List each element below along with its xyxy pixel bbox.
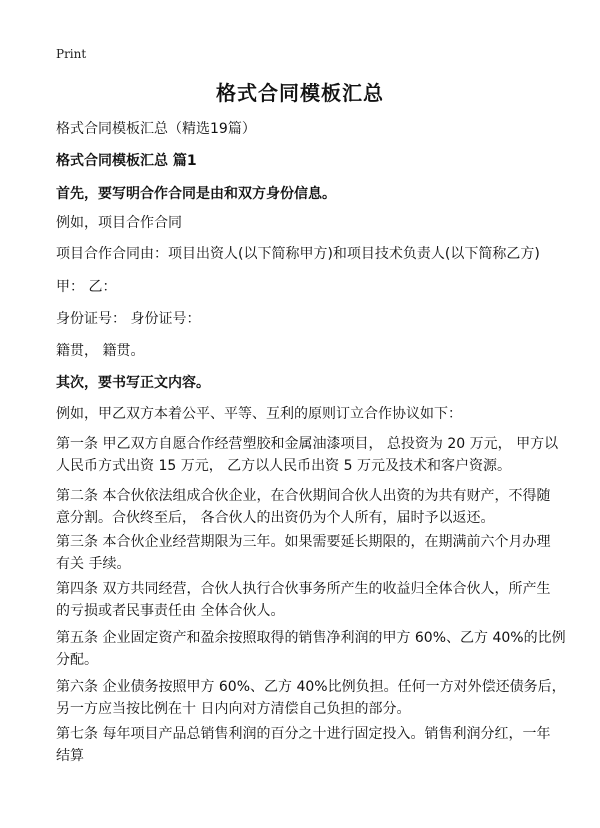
article-line: 另一方应当按比例在十 日内向对方清偿自己负担的部分。 — [56, 701, 411, 717]
document-subtitle: 格式合同模板汇总（精选19篇） — [56, 121, 256, 137]
article-line: 有关 手续。 — [56, 556, 131, 572]
paragraph-parties: 甲： 乙： — [56, 279, 117, 295]
article-line: 第六条 企业债务按照甲方 60%、乙方 40%比例负担。任何一方对外偿还债务后， — [56, 679, 566, 695]
article-4 — [56, 578, 551, 622]
section-heading: 格式合同模板汇总 篇1 — [56, 153, 197, 169]
article-line: 第三条 本合伙企业经营期限为三年。如果需要延长期限的，在期满前六个月办理 — [56, 534, 551, 550]
article-line: 人民币方式出资 15 万元， 乙方以人民币出资 5 万元及技术和客户资源。 — [56, 458, 511, 474]
article-line: 意分割。合伙终至后， 各合伙人的出资仍为个人所有，届时予以返还。 — [56, 510, 495, 526]
article-line: 第二条 本合伙依法组成合伙企业，在合伙期间合伙人出资的为共有财产，不得随 — [56, 488, 551, 504]
article-6 — [56, 676, 566, 720]
article-line: 第四条 双方共同经营，合伙人执行合伙事务所产生的收益归全体合伙人，所产生 — [56, 581, 551, 597]
article-line: 第七条 每年项目产品总销售利润的百分之十进行固定投入。销售利润分红，一年 — [56, 726, 551, 742]
paragraph-intro: 项目合作合同由：项目出资人(以下简称甲方)和项目技术负责人(以下简称乙方) — [56, 246, 540, 262]
article-2 — [56, 485, 551, 529]
article-7 — [56, 723, 551, 767]
article-line: 第五条 企业固定资产和盈余按照取得的销售净利润的甲方 60%、乙方 40%的比例 — [56, 630, 566, 646]
paragraph-first-bold: 首先，要写明合作合同是由和双方身份信息。 — [56, 186, 336, 202]
article-line: 分配。 — [56, 652, 98, 668]
paragraph-id-numbers: 身份证号： 身份证号： — [56, 311, 201, 327]
print-link[interactable]: Print — [56, 47, 87, 61]
page-title: 格式合同模板汇总 — [216, 81, 384, 105]
article-3 — [56, 531, 551, 575]
article-line: 结算 — [56, 748, 84, 764]
paragraph-native-place: 籍贯， 籍贯。 — [56, 343, 145, 359]
paragraph-example: 例如，项目合作合同 — [56, 215, 182, 231]
paragraph-second-bold: 其次，要书写正文内容。 — [56, 375, 210, 391]
article-line: 第一条 甲乙双方自愿合作经营塑胶和金属油漆项目， 总投资为 20 万元， 甲方以 — [56, 436, 559, 452]
article-5 — [56, 627, 566, 671]
paragraph-example-principles: 例如，甲乙双方本着公平、平等、互利的原则订立合作协议如下： — [56, 406, 462, 422]
article-1 — [56, 433, 559, 477]
article-line: 的亏损或者民事责任由 全体合伙人。 — [56, 603, 285, 619]
